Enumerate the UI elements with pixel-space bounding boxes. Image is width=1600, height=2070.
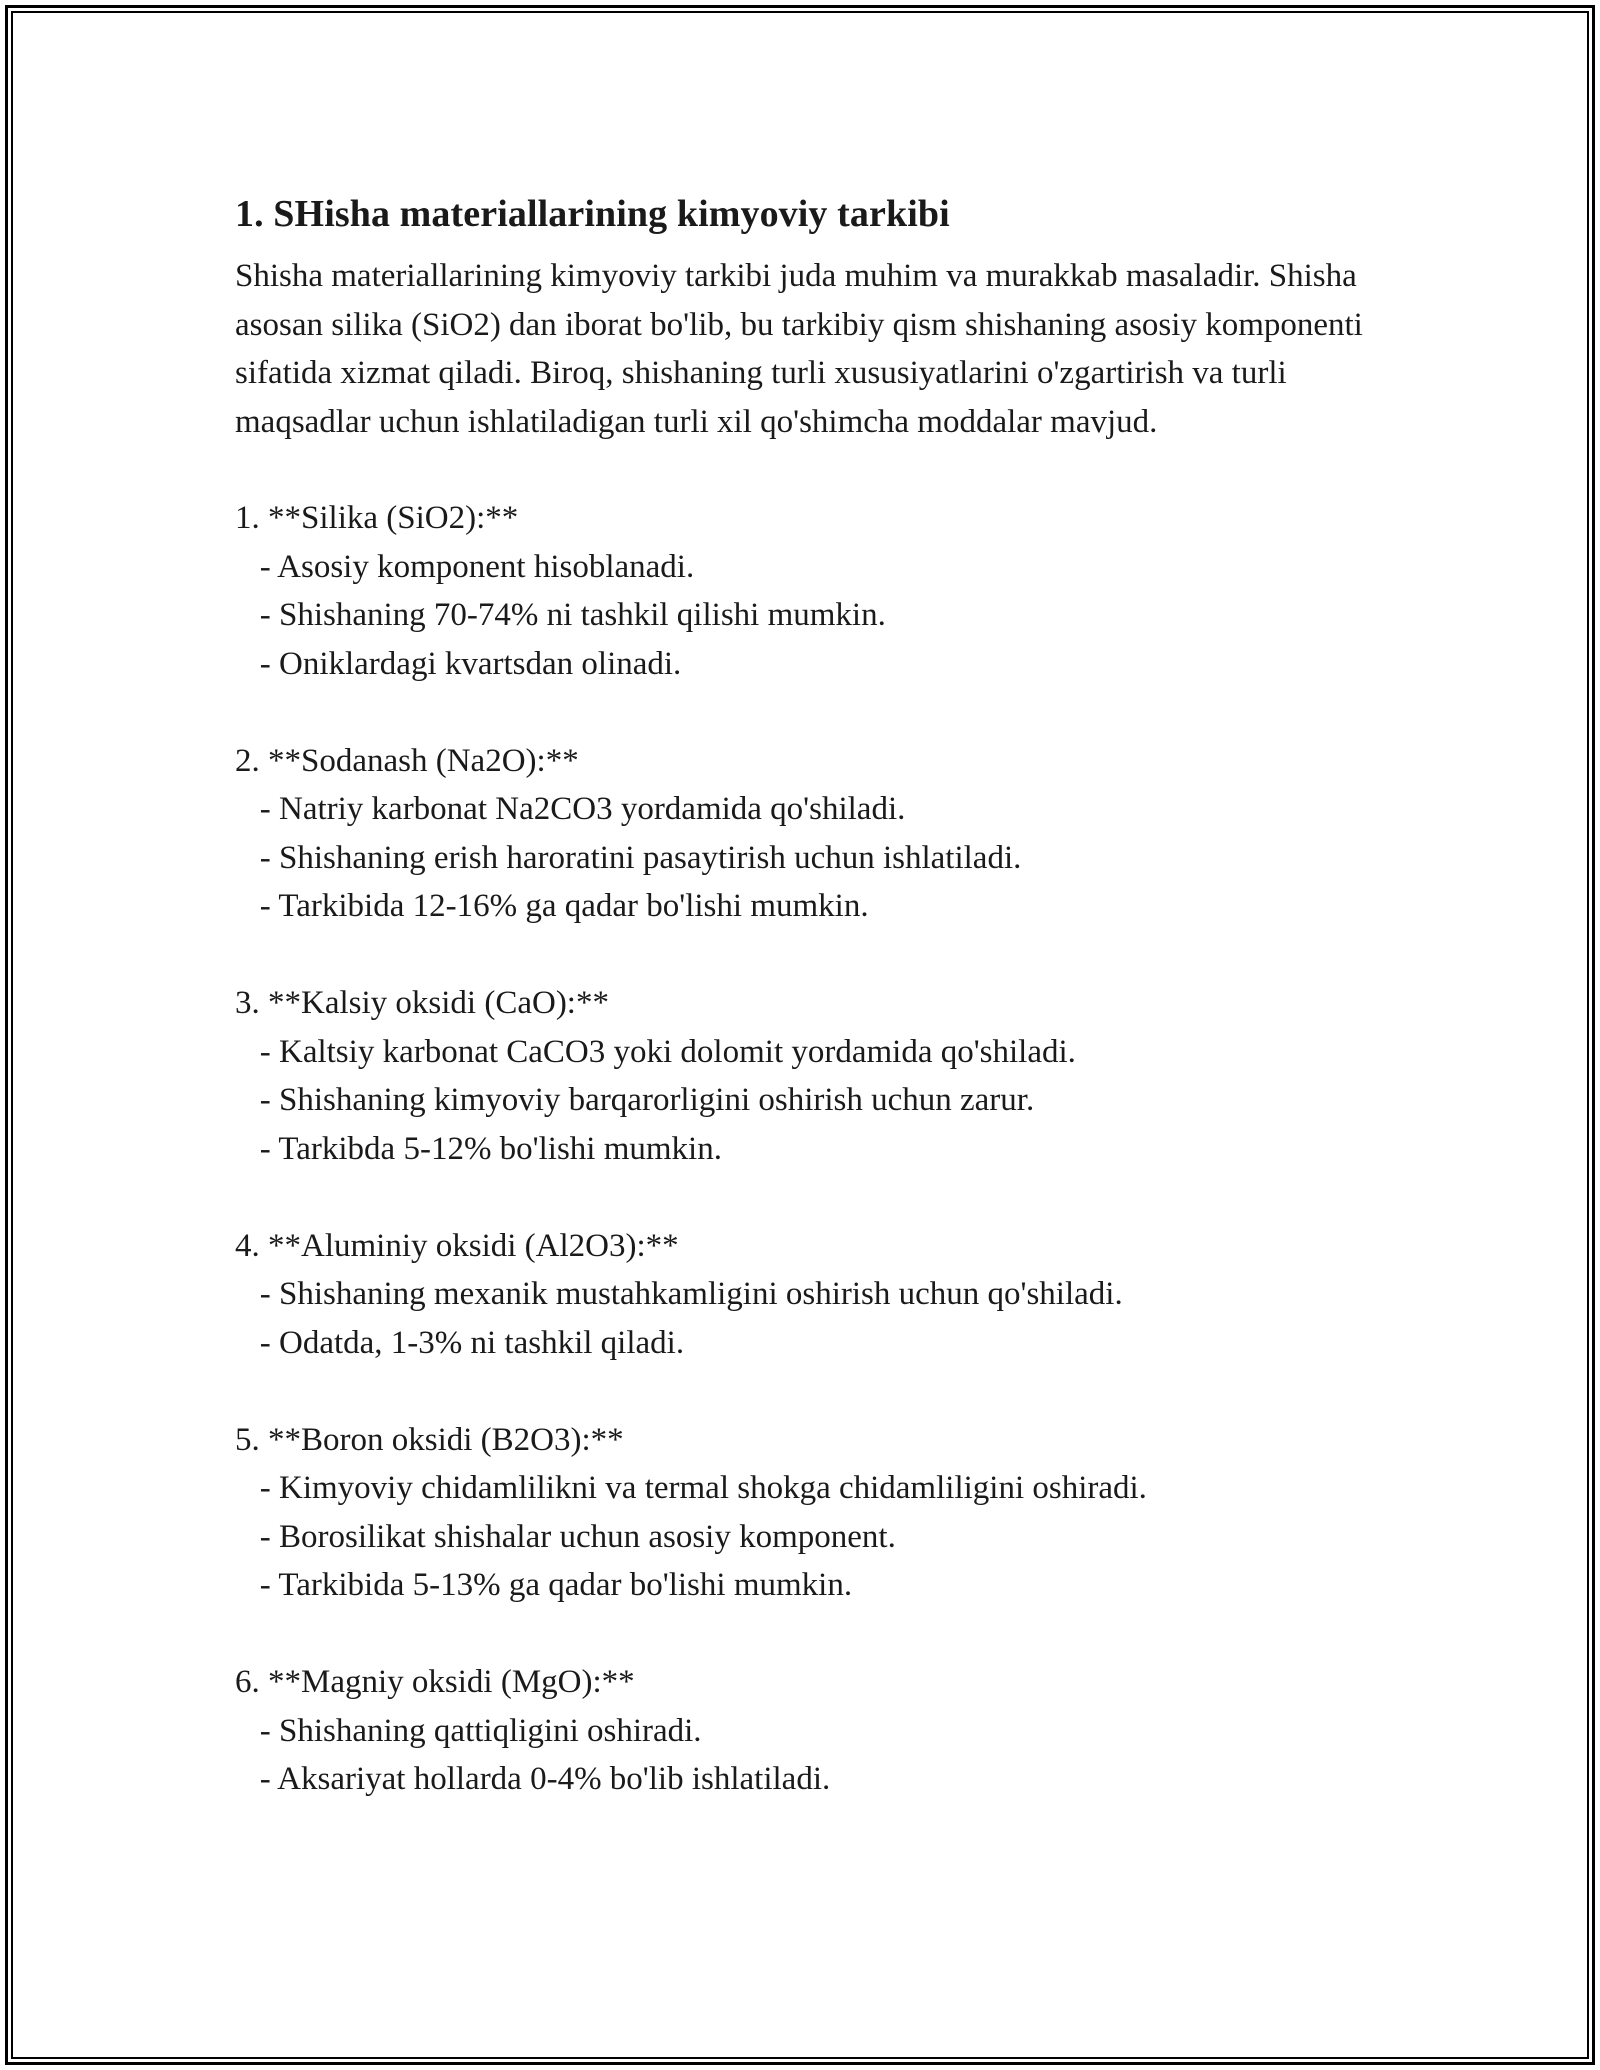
item-bullet: - Shishaning kimyoviy barqarorligini oshirish uchun zarur. [235, 1082, 1035, 1118]
item-bullet: - Tarkibida 5-13% ga qadar bo'lishi mumkin. [235, 1567, 853, 1603]
item-bullet: - Borosilikat shishalar uchun asosiy komponent. [235, 1518, 896, 1555]
item-bullet: - Shishaning erish haroratini pasaytirish uchun ishlatiladi. [235, 839, 1022, 876]
list-item [235, 1416, 1385, 1610]
intro-paragraph: Shisha materiallarining kimyoviy tarkibi juda muhim va murakkab masaladir. Shisha asosan silika (SiO2) dan iborat bo'lib, bu tarkibiy qism shishaning asosiy komponenti sifatida xizmat qiladi. Biroq, shishaning turli xususiyatlarini o'zgartirish va turli maqsadlar uchun ishlatiladigan turli xil qo'shimcha moddalar mavjud. [235, 258, 1363, 440]
item-heading: 1. **Silika (SiO2):** [235, 500, 519, 536]
item-bullet: - Shishaning qattiqligini oshiradi. [235, 1712, 702, 1749]
item-bullet: - Oniklardagi kvartsdan olinadi. [235, 645, 682, 682]
item-bullet: - Shishaning 70-74% ni tashkil qilishi mumkin. [235, 597, 886, 633]
item-bullet: - Kaltsiy karbonat CaCO3 yoki dolomit yordamida qo'shiladi. [235, 1033, 1076, 1070]
component-list [235, 494, 1385, 1804]
list-item [235, 494, 1385, 688]
document-title: 1. SHisha materiallarining kimyoviy tarkibi [235, 193, 950, 235]
list-item [235, 979, 1385, 1173]
item-heading: 6. **Magniy oksidi (MgO):** [235, 1664, 635, 1700]
list-item [235, 1222, 1385, 1368]
list-item [235, 737, 1385, 931]
item-heading: 5. **Boron oksidi (B2O3):** [235, 1421, 624, 1458]
item-bullet: - Shishaning mexanik mustahkamligini oshirish uchun qo'shiladi. [235, 1276, 1123, 1312]
item-bullet: - Tarkibda 5-12% bo'lishi mumkin. [235, 1130, 722, 1167]
item-heading: 4. **Aluminiy oksidi (Al2O3):** [235, 1227, 679, 1264]
item-bullet: - Kimyoviy chidamlilikni va termal shokga chidamliligini oshiradi. [235, 1470, 1147, 1506]
item-bullet: - Odatda, 1-3% ni tashkil qiladi. [235, 1324, 685, 1361]
item-bullet: - Asosiy komponent hisoblanadi. [235, 548, 695, 585]
list-item [235, 1658, 1385, 1804]
item-bullet: - Aksariyat hollarda 0-4% bo'lib ishlatiladi. [235, 1761, 831, 1797]
item-bullet: - Tarkibida 12-16% ga qadar bo'lishi mumkin. [235, 888, 869, 924]
item-bullet: - Natriy karbonat Na2CO3 yordamida qo'shiladi. [235, 791, 906, 827]
item-heading: 3. **Kalsiy oksidi (CaO):** [235, 985, 609, 1021]
item-heading: 2. **Sodanash (Na2O):** [235, 742, 579, 779]
document-body [235, 188, 1385, 1852]
